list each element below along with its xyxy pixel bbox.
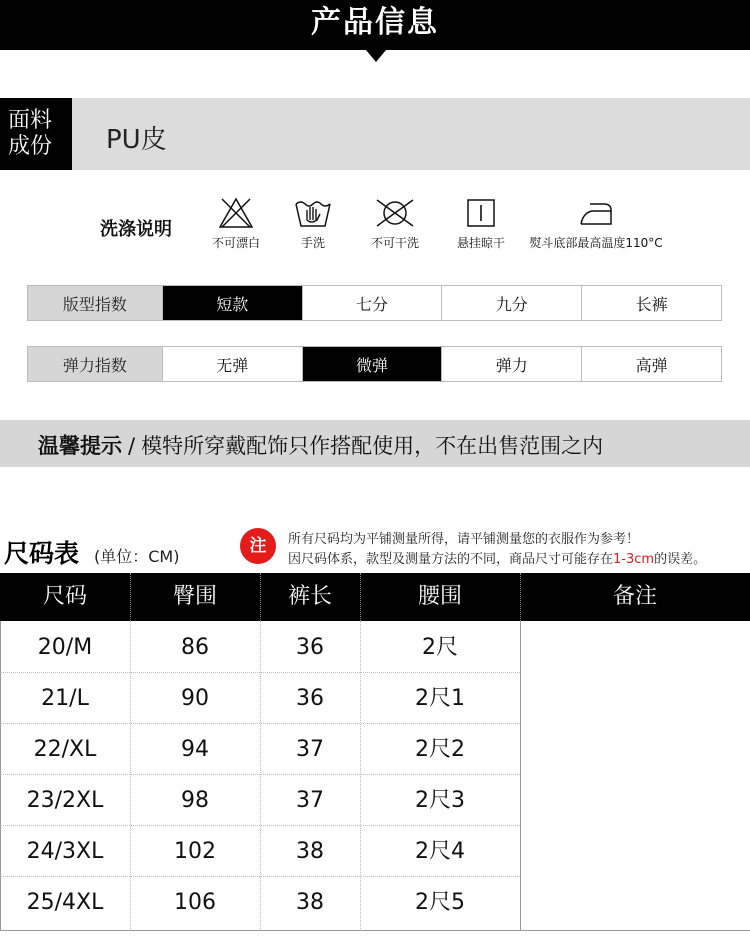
cell-hip: 90 (181, 686, 209, 711)
note-line-2-highlight: 1-3cm (613, 552, 655, 567)
tip-text (38, 430, 603, 460)
tip-separator: / (128, 434, 136, 458)
cell-hip: 102 (174, 839, 216, 864)
no-dry-clean-icon (374, 196, 416, 230)
wash-title: 洗涤说明 (100, 219, 172, 240)
cell-length: 37 (296, 788, 324, 813)
cell-length: 36 (296, 635, 324, 660)
note-line-2-prefix: 因尺码体系，款型及测量方法的不同，商品尺寸可能存在 (288, 552, 614, 567)
wash-item-hand-wash (290, 196, 336, 256)
stretch-option-none: 无弹 (162, 347, 302, 381)
tip-content: 模特所穿戴配饰只作搭配使用，不在出售范围之内 (141, 434, 604, 458)
cell-size: 23/2XL (26, 788, 104, 813)
tip-label: 温馨提示 (38, 434, 122, 458)
wash-item-no-dry-clean (364, 196, 426, 256)
wash-item-no-bleach (205, 196, 267, 256)
size-chart-title: 尺码表 (4, 539, 80, 568)
cell-waist: 2尺5 (415, 890, 465, 915)
fit-option-seven-tenths: 七分 (302, 286, 442, 320)
stretch-option-stretch: 弹力 (441, 347, 581, 381)
wash-label: 悬挂晾干 (456, 236, 505, 250)
note-badge: 注 (240, 528, 276, 564)
wash-label: 不可漂白 (211, 236, 260, 250)
cell-length: 38 (296, 839, 324, 864)
fit-index-row (27, 285, 722, 321)
remark-column (520, 621, 750, 931)
col-header-remark: 备注 (612, 584, 657, 609)
header-arrow-icon (366, 50, 386, 62)
table-row (0, 622, 520, 673)
wash-label: 手洗 (300, 236, 325, 250)
fit-option-short: 短款 (162, 286, 302, 320)
page-title: 产品信息 (311, 5, 439, 40)
cell-waist: 2尺2 (415, 737, 465, 762)
stretch-option-high: 高弹 (581, 347, 721, 381)
fit-index-label: 版型指数 (28, 286, 162, 320)
table-row (0, 724, 520, 775)
col-header-waist: 腰围 (417, 584, 462, 609)
cell-hip: 94 (181, 737, 209, 762)
fit-option-long: 长裤 (581, 286, 721, 320)
table-row (0, 826, 520, 877)
note-line-2 (288, 548, 706, 567)
cell-size: 22/XL (33, 737, 97, 762)
col-header-hip: 臀围 (172, 584, 217, 609)
note-line-1: 所有尺码均为平铺测量所得，请平铺测量您的衣服作为参考！ (288, 532, 640, 547)
table-row (0, 877, 520, 928)
hand-wash-icon (293, 196, 333, 230)
cell-waist: 2尺4 (415, 839, 465, 864)
hang-dry-icon (465, 196, 497, 230)
cell-hip: 106 (174, 890, 216, 915)
cell-waist: 2尺 (422, 635, 458, 660)
cell-waist: 2尺3 (415, 788, 465, 813)
stretch-option-slight: 微弹 (302, 347, 442, 381)
col-header-length: 裤长 (287, 584, 332, 609)
fabric-value: PU皮 (106, 125, 167, 155)
table-bottom-border (0, 930, 750, 931)
size-chart-unit: (单位：CM) (94, 547, 180, 566)
wash-label: 不可干洗 (370, 236, 419, 250)
stretch-index-label: 弹力指数 (28, 347, 162, 381)
stretch-index-row (27, 346, 722, 382)
cell-length: 38 (296, 890, 324, 915)
wash-item-iron (521, 196, 671, 256)
note-line-2-suffix: 的误差。 (654, 552, 707, 567)
cell-length: 37 (296, 737, 324, 762)
cell-hip: 86 (181, 635, 209, 660)
cell-length: 36 (296, 686, 324, 711)
iron-icon (578, 196, 614, 230)
fabric-label: 面料成份 (8, 108, 53, 159)
cell-size: 21/L (41, 686, 89, 711)
no-bleach-icon (217, 196, 255, 230)
cell-size: 25/4XL (26, 890, 104, 915)
table-row (0, 775, 520, 826)
cell-size: 20/M (37, 635, 93, 660)
wash-label: 熨斗底部最高温度110°C (529, 236, 663, 250)
table-row (0, 673, 520, 724)
wash-item-hang-dry (450, 196, 512, 256)
col-header-size: 尺码 (42, 584, 87, 609)
fit-option-nine-tenths: 九分 (441, 286, 581, 320)
cell-waist: 2尺1 (415, 686, 465, 711)
cell-size: 24/3XL (26, 839, 104, 864)
cell-hip: 98 (181, 788, 209, 813)
